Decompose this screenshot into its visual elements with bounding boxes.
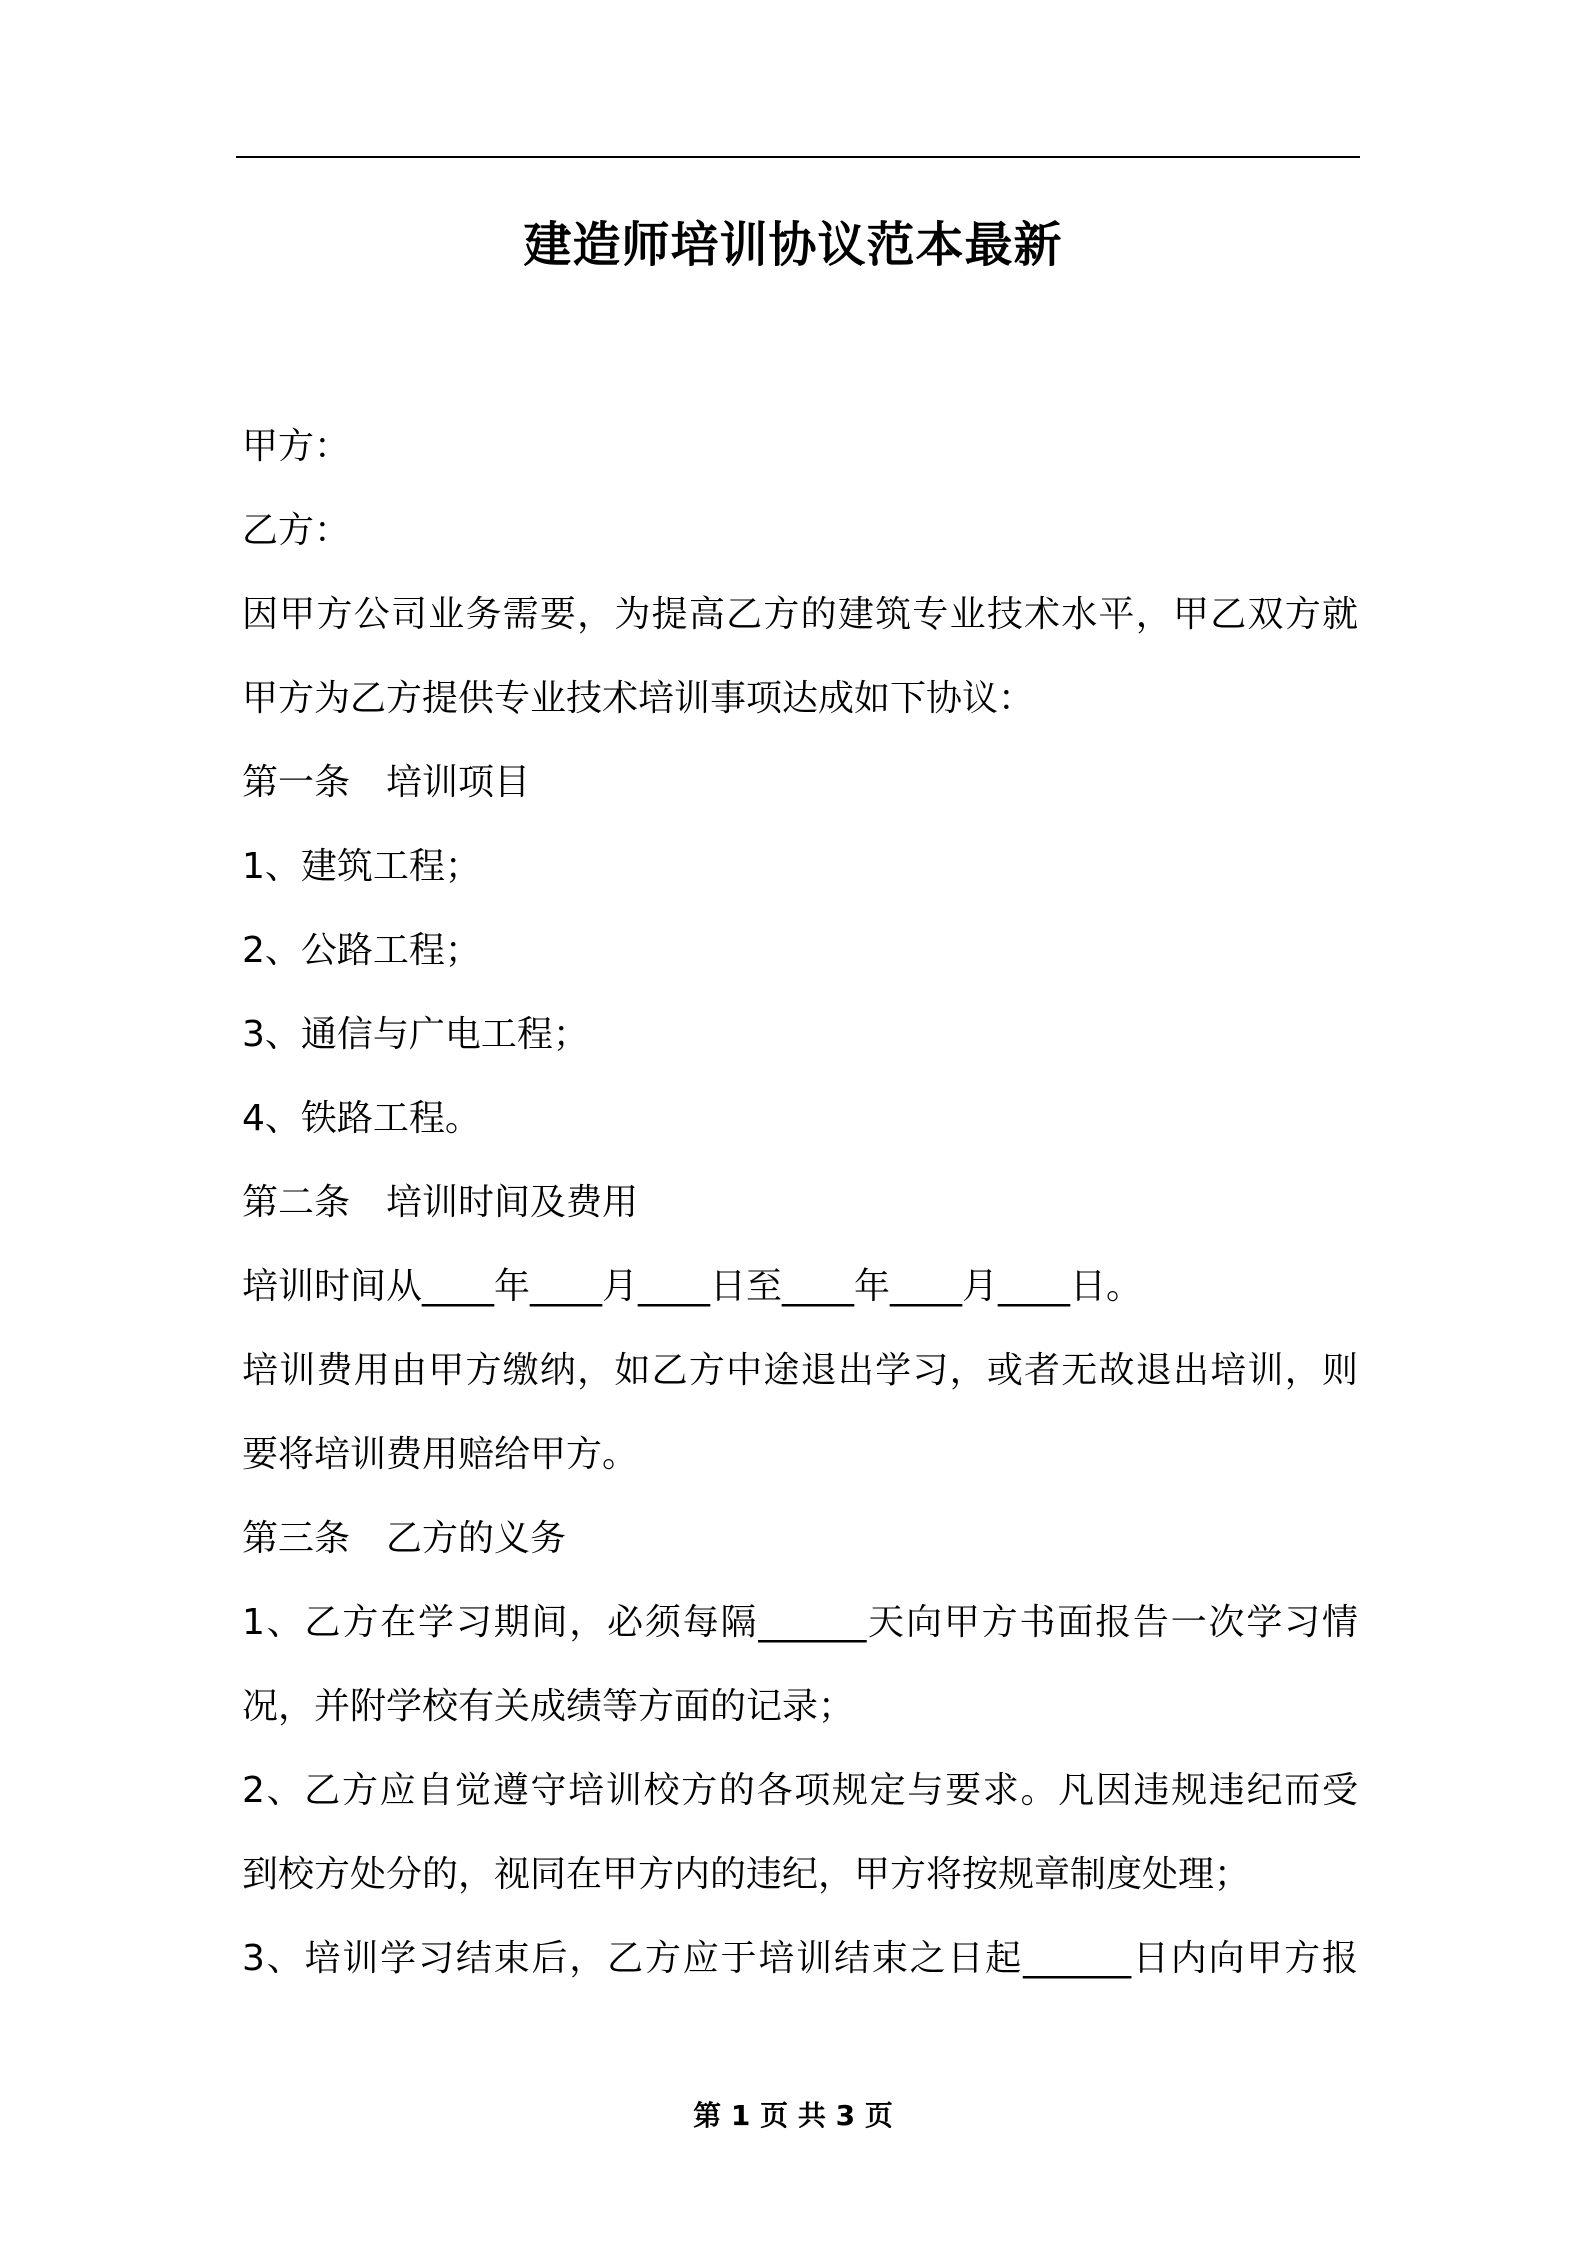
- obligation-1-line-1: 1、乙方在学习期间，必须每隔______天向甲方书面报告一次学习情: [242, 1602, 1358, 1643]
- obligation-3-line-1: 3、培训学习结束后，乙方应于培训结束之日起______日内向甲方报: [242, 1938, 1358, 1979]
- party-b-line: 乙方：: [242, 510, 351, 551]
- document-body: [242, 405, 1358, 2001]
- page-number: 第 1 页 共 3 页: [693, 2099, 893, 2132]
- training-fee-line-1: 培训费用由甲方缴纳，如乙方中途退出学习，或者无故退出培训，则: [242, 1350, 1358, 1391]
- article-3-heading: 第三条 乙方的义务: [242, 1518, 567, 1559]
- obligation-1-line-2: 况，并附学校有关成绩等方面的记录；: [242, 1686, 855, 1727]
- training-fee-line-2: 要将培训费用赔给甲方。: [242, 1434, 639, 1475]
- article-1-item-3: 3、通信与广电工程；: [242, 1014, 589, 1055]
- preamble-line-2: 甲方为乙方提供专业技术培训事项达成如下协议：: [242, 678, 1035, 719]
- party-a-line: 甲方：: [242, 426, 351, 467]
- article-1-item-4: 4、铁路工程。: [242, 1098, 481, 1139]
- obligation-2-line-2: 到校方处分的，视同在甲方内的违纪，甲方将按规章制度处理；: [242, 1854, 1251, 1895]
- article-1-item-2: 2、公路工程；: [242, 930, 481, 971]
- article-1-heading: 第一条 培训项目: [242, 762, 531, 803]
- preamble-line-1: 因甲方公司业务需要，为提高乙方的建筑专业技术水平，甲乙双方就: [242, 594, 1358, 635]
- training-period-line: 培训时间从____年____月____日至____年____月____日。: [242, 1266, 1143, 1307]
- article-2-heading: 第二条 培训时间及费用: [242, 1182, 639, 1223]
- document-title: 建造师培训协议范本最新: [523, 217, 1063, 273]
- obligation-2-line-1: 2、乙方应自觉遵守培训校方的各项规定与要求。凡因违规违纪而受: [242, 1770, 1358, 1811]
- header-rule: [236, 156, 1360, 158]
- article-1-item-1: 1、建筑工程；: [242, 846, 481, 887]
